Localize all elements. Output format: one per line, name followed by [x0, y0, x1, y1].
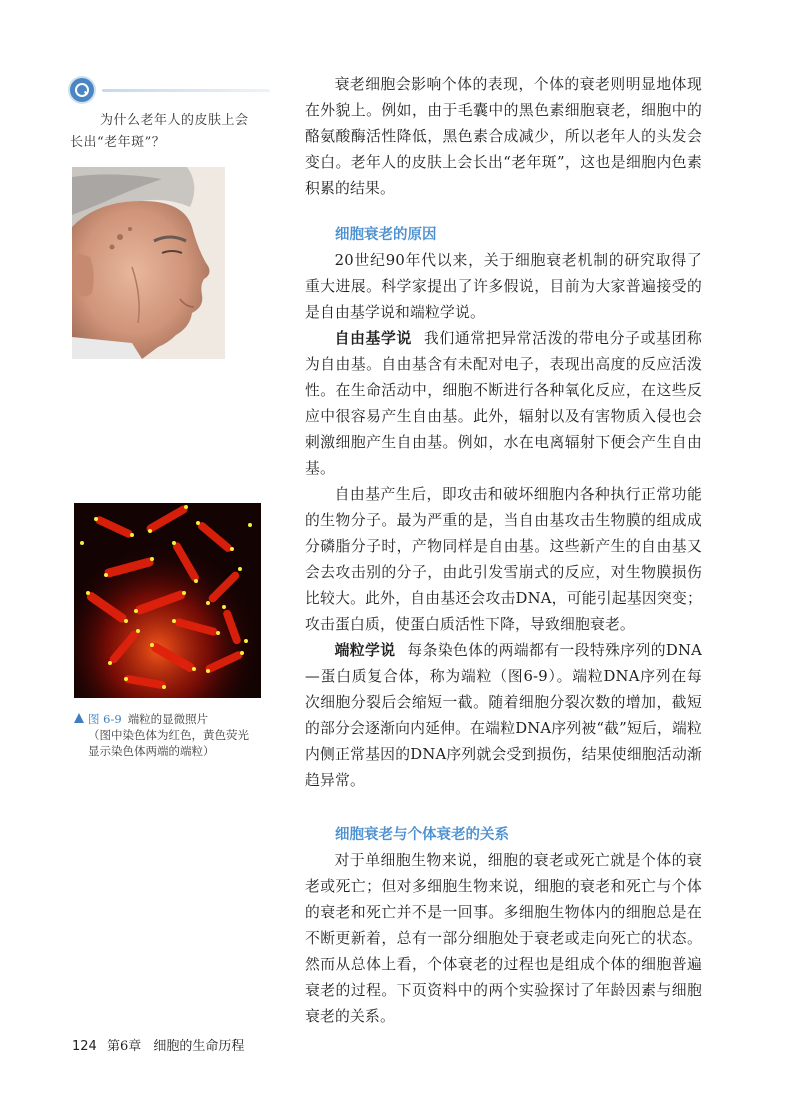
elderly-man-photo: [72, 167, 225, 359]
question-rule: [102, 89, 270, 92]
paragraph-free-radical: [305, 326, 702, 482]
telomere-text: 每条染色体的两端都有一段特殊序列的DNA—蛋白质复合体，称为端粒（图6-9）。端粒DNA序列在每次细胞分裂后会缩短一截。随着细胞分裂次数的增加，截短的部分会逐渐向内延伸。在端粒DNA序列被“截”短后，端粒内侧正常基因的DNA序列就会受到损伤，结果使细胞活动渐趋异常。: [305, 642, 702, 789]
term-telomere: 端粒学说: [334, 642, 396, 659]
caption-title-line: [74, 711, 274, 727]
paragraph-telomere: [305, 638, 702, 794]
chromosome-illustration: [74, 503, 261, 698]
paragraph-research: 20世纪90年代以来，关于细胞衰老机制的研究取得了重大进展。科学家提出了许多假说，目前为大家普遍接受的是自由基学说和端粒学说。: [305, 252, 702, 321]
chapter-label: 第6章: [106, 1039, 142, 1054]
caption-note-1: （图中染色体为红色，黄色荧光: [88, 728, 249, 742]
main-text-column: [305, 72, 702, 1030]
elderly-man-illustration: [72, 167, 225, 359]
figure-label: 图 6-9: [88, 712, 122, 726]
term-free-radical: 自由基学说: [334, 330, 412, 347]
question-mark-icon: [70, 78, 94, 102]
question-line-2: 长出“老年斑”？: [70, 135, 166, 150]
question-line-1: 为什么老年人的皮肤上会: [100, 113, 249, 128]
intro-paragraph: 衰老细胞会影响个体的表现，个体的衰老则明显地体现在外貌上。例如，由于毛囊中的黑色素细胞衰老，细胞中的酪氨酸酶活性降低，黑色素合成减少，所以老年人的头发会变白。老年人的皮肤上会长出“老年斑”，这也是细胞内色素积累的结果。: [305, 76, 702, 197]
figure-title: 端粒的显微照片: [127, 712, 209, 726]
page-footer: [72, 1035, 244, 1054]
chapter-title: 细胞的生命历程: [153, 1039, 245, 1054]
figure-caption: [74, 711, 274, 759]
free-radical-text: 我们通常把异常活泼的带电分子或基团称为自由基。自由基含有未配对电子，表现出高度的反应活泼性。在生命活动中，细胞不断进行各种氧化反应，在这些反应中很容易产生自由基。此外，辐射以及有害物质入侵也会刺激细胞产生自由基。例如，水在电离辐射下便会产生自由基。: [305, 330, 702, 477]
triangle-marker-icon: [74, 713, 84, 723]
page-number: 124: [72, 1039, 97, 1054]
caption-note-2: 显示染色体两端的端粒）: [88, 744, 215, 758]
question-text: [70, 110, 270, 154]
section-heading-causes: 细胞衰老的原因: [335, 227, 437, 243]
telomere-micrograph: [74, 503, 261, 698]
section-heading-relationship: 细胞衰老与个体衰老的关系: [335, 827, 509, 843]
paragraph-free-radical-damage: 自由基产生后，即攻击和破坏细胞内各种执行正常功能的生物分子。最为严重的是，当自由基攻击生物膜的组成成分磷脂分子时，产物同样是自由基。这些新产生的自由基又会去攻击别的分子，由此引发雪崩式的反应，对生物膜损伤比较大。此外，自由基还会攻击DNA，可能引起基因突变；攻击蛋白质，使蛋白质活性下降，导致细胞衰老。: [305, 486, 702, 633]
paragraph-relationship: 对于单细胞生物来说，细胞的衰老或死亡就是个体的衰老或死亡；但对多细胞生物来说，细胞的衰老和死亡与个体的衰老和死亡并不是一回事。多细胞生物体内的细胞总是在不断更新着，总有一部分细胞处于衰老或走向死亡的状态。然而从总体上看，个体衰老的过程也是组成个体的细胞普遍衰老的过程。下页资料中的两个实验探讨了年龄因素与细胞衰老的关系。: [305, 852, 702, 1025]
